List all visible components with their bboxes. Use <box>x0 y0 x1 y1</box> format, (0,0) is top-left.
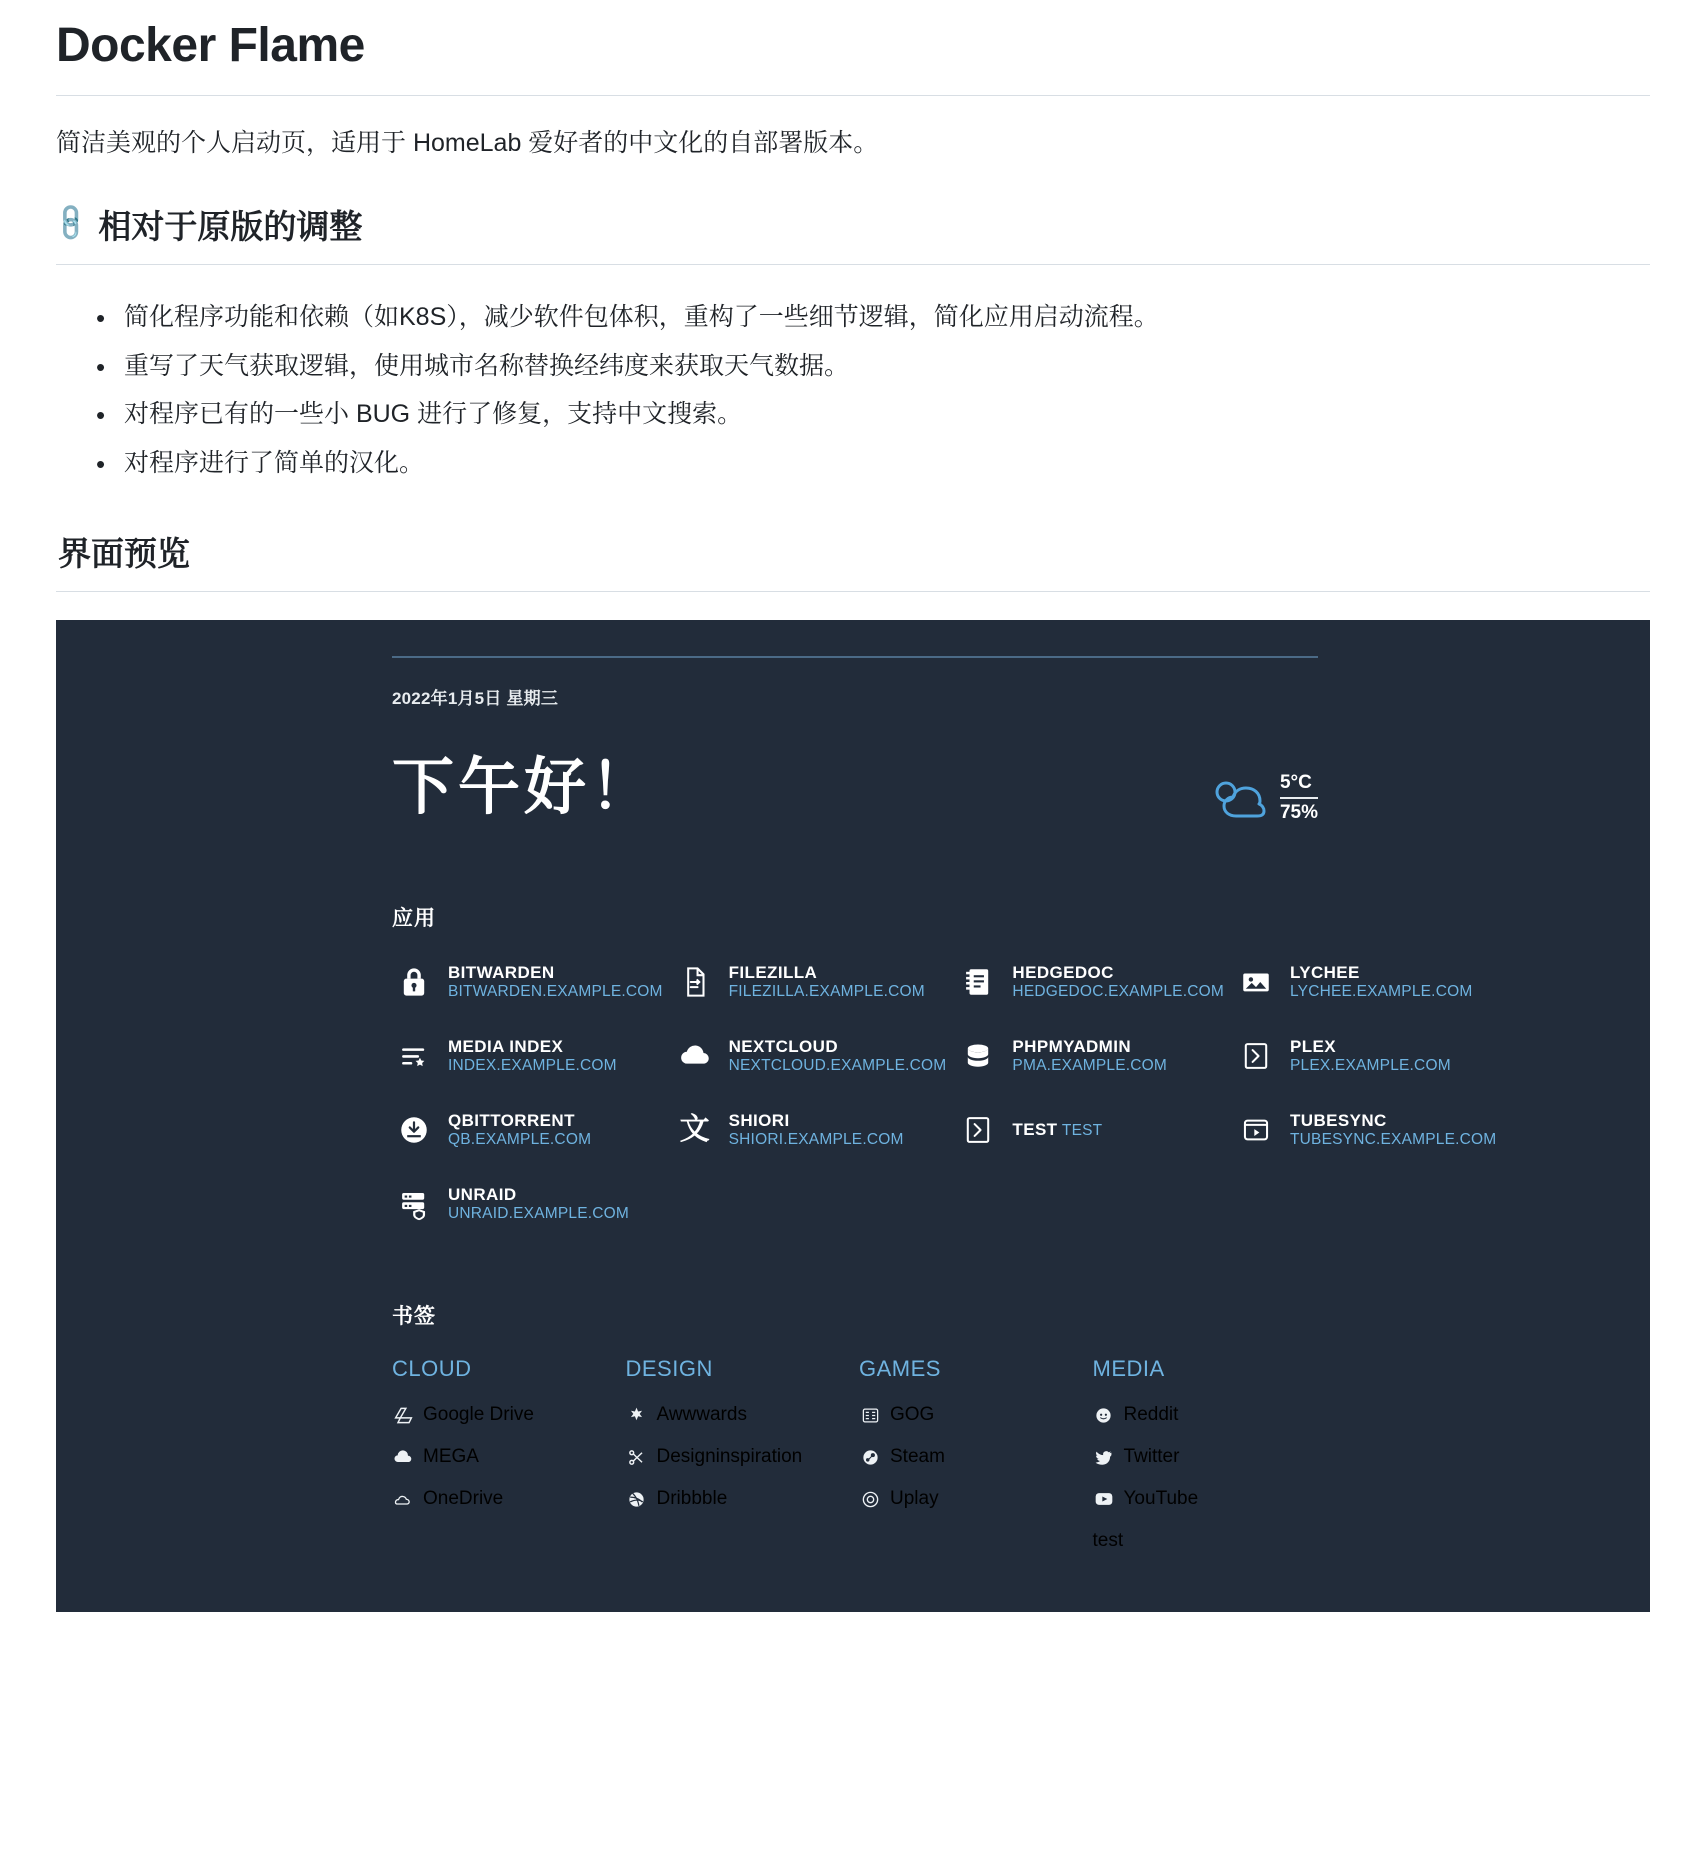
scissors-icon <box>626 1446 648 1468</box>
readme-page <box>0 18 1706 1612</box>
notebook-icon <box>958 962 998 1002</box>
file-transfer-icon <box>675 962 715 1002</box>
plex-icon <box>1236 1036 1276 1076</box>
app-card-nextcloud[interactable] <box>673 1032 949 1080</box>
app-url: BITWARDEN.EXAMPLE.COM <box>448 983 663 1001</box>
temperature-value: 5°C <box>1280 771 1318 799</box>
cloud-icon <box>392 1446 414 1468</box>
app-card-hedgedoc[interactable] <box>956 958 1226 1006</box>
bookmark-category-cloud <box>392 1356 618 1572</box>
bookmark-item-youtube[interactable] <box>1093 1488 1319 1510</box>
bookmark-item-mega[interactable] <box>392 1446 618 1468</box>
bookmark-category-title: CLOUD <box>392 1356 472 1382</box>
app-card-filezilla[interactable] <box>673 958 949 1006</box>
section-heading-changes <box>48 200 1650 248</box>
section-divider-preview <box>56 591 1650 592</box>
app-url: HEDGEDOC.EXAMPLE.COM <box>1012 983 1224 1001</box>
apps-grid <box>392 958 1497 1228</box>
bookmark-label: MEGA <box>423 1446 479 1468</box>
app-name: TUBESYNC <box>1289 1111 1387 1131</box>
app-card-tubesync[interactable] <box>1234 1106 1498 1154</box>
bookmark-category-games <box>859 1356 1085 1572</box>
app-card-qbittorrent[interactable] <box>392 1106 665 1154</box>
bookmark-category-media <box>1093 1356 1319 1572</box>
download-circle-icon <box>394 1110 434 1150</box>
cloud-icon <box>675 1036 715 1076</box>
app-url: INDEX.EXAMPLE.COM <box>448 1057 617 1075</box>
apps-section-label: 应用 <box>392 907 436 931</box>
bookmark-category-title: DESIGN <box>625 1356 713 1382</box>
plex-icon <box>958 1110 998 1150</box>
app-url: PLEX.EXAMPLE.COM <box>1289 1057 1451 1075</box>
readme-body <box>0 18 1706 592</box>
app-name: LYCHEE <box>1289 963 1360 983</box>
changes-list <box>56 293 1650 488</box>
bookmark-label: Google Drive <box>423 1404 534 1426</box>
app-card-shiori[interactable] <box>673 1106 949 1154</box>
youtube-icon <box>1093 1488 1115 1510</box>
reddit-icon <box>1093 1404 1115 1426</box>
bookmark-category-design <box>626 1356 852 1572</box>
steam-icon <box>859 1446 881 1468</box>
intro-paragraph: 简洁美观的个人启动页，适用于 HomeLab 爱好者的中文化的自部署版本。 <box>56 129 879 157</box>
humidity-value: 75% <box>1279 801 1318 823</box>
app-url: TUBESYNC.EXAMPLE.COM <box>1289 1131 1497 1149</box>
app-name: TEST <box>1012 1120 1058 1140</box>
bookmark-label: Awwwards <box>656 1404 747 1426</box>
video-icon <box>1236 1110 1276 1150</box>
app-name: QBITTORRENT <box>448 1111 575 1131</box>
section-divider-changes <box>56 264 1650 265</box>
bookmarks-section-label: 书签 <box>392 1305 436 1329</box>
app-url: UNRAID.EXAMPLE.COM <box>448 1205 630 1223</box>
app-card-bitwarden[interactable] <box>392 958 665 1006</box>
list-item: • 对程序进行了简单的汉化。 <box>96 439 1650 488</box>
app-url: TEST <box>1061 1122 1103 1140</box>
flame-dashboard <box>388 656 1497 1573</box>
lock-icon <box>394 962 434 1002</box>
app-card-test[interactable] <box>956 1106 1226 1154</box>
list-item: • 对程序已有的一些小 BUG 进行了修复，支持中文搜索。 <box>96 390 1650 439</box>
app-url: QB.EXAMPLE.COM <box>448 1131 592 1149</box>
bookmarks-grid <box>392 1356 1318 1572</box>
list-item: • 重写了天气获取逻辑，使用城市名称替换经纬度来获取天气数据。 <box>96 342 1650 391</box>
app-card-phpmyadmin[interactable] <box>956 1032 1226 1080</box>
app-name: BITWARDEN <box>448 963 555 983</box>
kanji-icon: 文 <box>679 1113 710 1147</box>
app-card-media-index[interactable] <box>392 1032 665 1080</box>
bookmark-item-awwwards[interactable] <box>626 1404 852 1426</box>
date-label: 2022年1月5日 星期三 <box>392 688 559 708</box>
bookmark-item-twitter[interactable] <box>1093 1446 1319 1468</box>
title-divider <box>56 95 1650 96</box>
bookmark-item-onedrive[interactable] <box>392 1488 618 1510</box>
bookmark-item-dribbble[interactable] <box>626 1488 852 1510</box>
twitter-icon <box>1093 1446 1115 1468</box>
bookmark-label: Reddit <box>1123 1404 1179 1426</box>
bookmark-category-title: MEDIA <box>1092 1356 1165 1382</box>
bookmark-item-google-drive[interactable] <box>392 1404 618 1426</box>
app-name: PLEX <box>1289 1037 1336 1057</box>
preview-screenshot <box>56 620 1650 1613</box>
bookmark-label: OneDrive <box>423 1488 504 1510</box>
app-url: LYCHEE.EXAMPLE.COM <box>1289 983 1473 1001</box>
link-icon[interactable]: 🔗 <box>48 200 93 245</box>
app-url: PMA.EXAMPLE.COM <box>1012 1057 1168 1075</box>
server-shield-icon <box>394 1184 434 1224</box>
app-name: PHPMYADMIN <box>1012 1037 1132 1057</box>
greeting-text: 下午好！ <box>392 752 657 822</box>
bookmark-item-reddit[interactable] <box>1093 1404 1319 1426</box>
app-name: FILEZILLA <box>728 963 818 983</box>
greeting-row <box>392 752 1318 825</box>
bookmark-item-steam[interactable] <box>859 1446 1085 1468</box>
list-item: • 简化程序功能和依赖（如K8S），减少软件包体积，重构了一些细节逻辑，简化应用启动流程。 <box>96 293 1650 342</box>
google-drive-icon <box>392 1404 414 1426</box>
bookmark-label: Designinspiration <box>656 1446 803 1468</box>
app-name: UNRAID <box>448 1185 517 1205</box>
bookmark-label: test <box>1092 1530 1124 1552</box>
app-url: FILEZILLA.EXAMPLE.COM <box>728 983 925 1001</box>
uplay-icon <box>859 1488 881 1510</box>
bookmark-label: GOG <box>890 1404 935 1426</box>
app-name: MEDIA INDEX <box>448 1037 564 1057</box>
app-name: SHIORI <box>728 1111 790 1131</box>
bookmark-item-designinspiration[interactable] <box>626 1446 852 1468</box>
app-url: SHIORI.EXAMPLE.COM <box>728 1131 904 1149</box>
gog-icon <box>859 1404 881 1426</box>
list-star-icon <box>394 1036 434 1076</box>
app-card-plex[interactable] <box>1234 1032 1498 1080</box>
app-name: NEXTCLOUD <box>728 1037 839 1057</box>
app-card-lychee[interactable] <box>1234 958 1498 1006</box>
weather-values <box>1280 771 1318 825</box>
bookmark-item-test[interactable] <box>1093 1530 1319 1552</box>
database-icon <box>958 1036 998 1076</box>
weather-widget <box>1208 757 1318 825</box>
bookmark-label: Dribbble <box>656 1488 728 1510</box>
onedrive-icon <box>392 1488 414 1510</box>
page-title: Docker Flame <box>56 19 365 72</box>
bookmark-label: Twitter <box>1123 1446 1180 1468</box>
bookmark-category-title: GAMES <box>859 1356 941 1382</box>
app-card-unraid[interactable] <box>392 1180 665 1228</box>
cloud-sun-icon <box>1208 772 1268 824</box>
app-name: HEDGEDOC <box>1012 963 1114 983</box>
bookmark-label: Steam <box>890 1446 945 1468</box>
app-url: NEXTCLOUD.EXAMPLE.COM <box>728 1057 947 1075</box>
section-heading-preview: 界面预览 <box>58 534 190 572</box>
section-heading-changes-label: 相对于原版的调整 <box>98 207 363 245</box>
bookmark-label: Uplay <box>890 1488 939 1510</box>
top-divider <box>392 656 1318 658</box>
bookmark-label: YouTube <box>1123 1488 1199 1510</box>
image-icon <box>1236 962 1276 1002</box>
dribbble-icon <box>626 1488 648 1510</box>
bookmark-item-gog[interactable] <box>859 1404 1085 1426</box>
awwwards-icon <box>626 1404 648 1426</box>
bookmark-item-uplay[interactable] <box>859 1488 1085 1510</box>
